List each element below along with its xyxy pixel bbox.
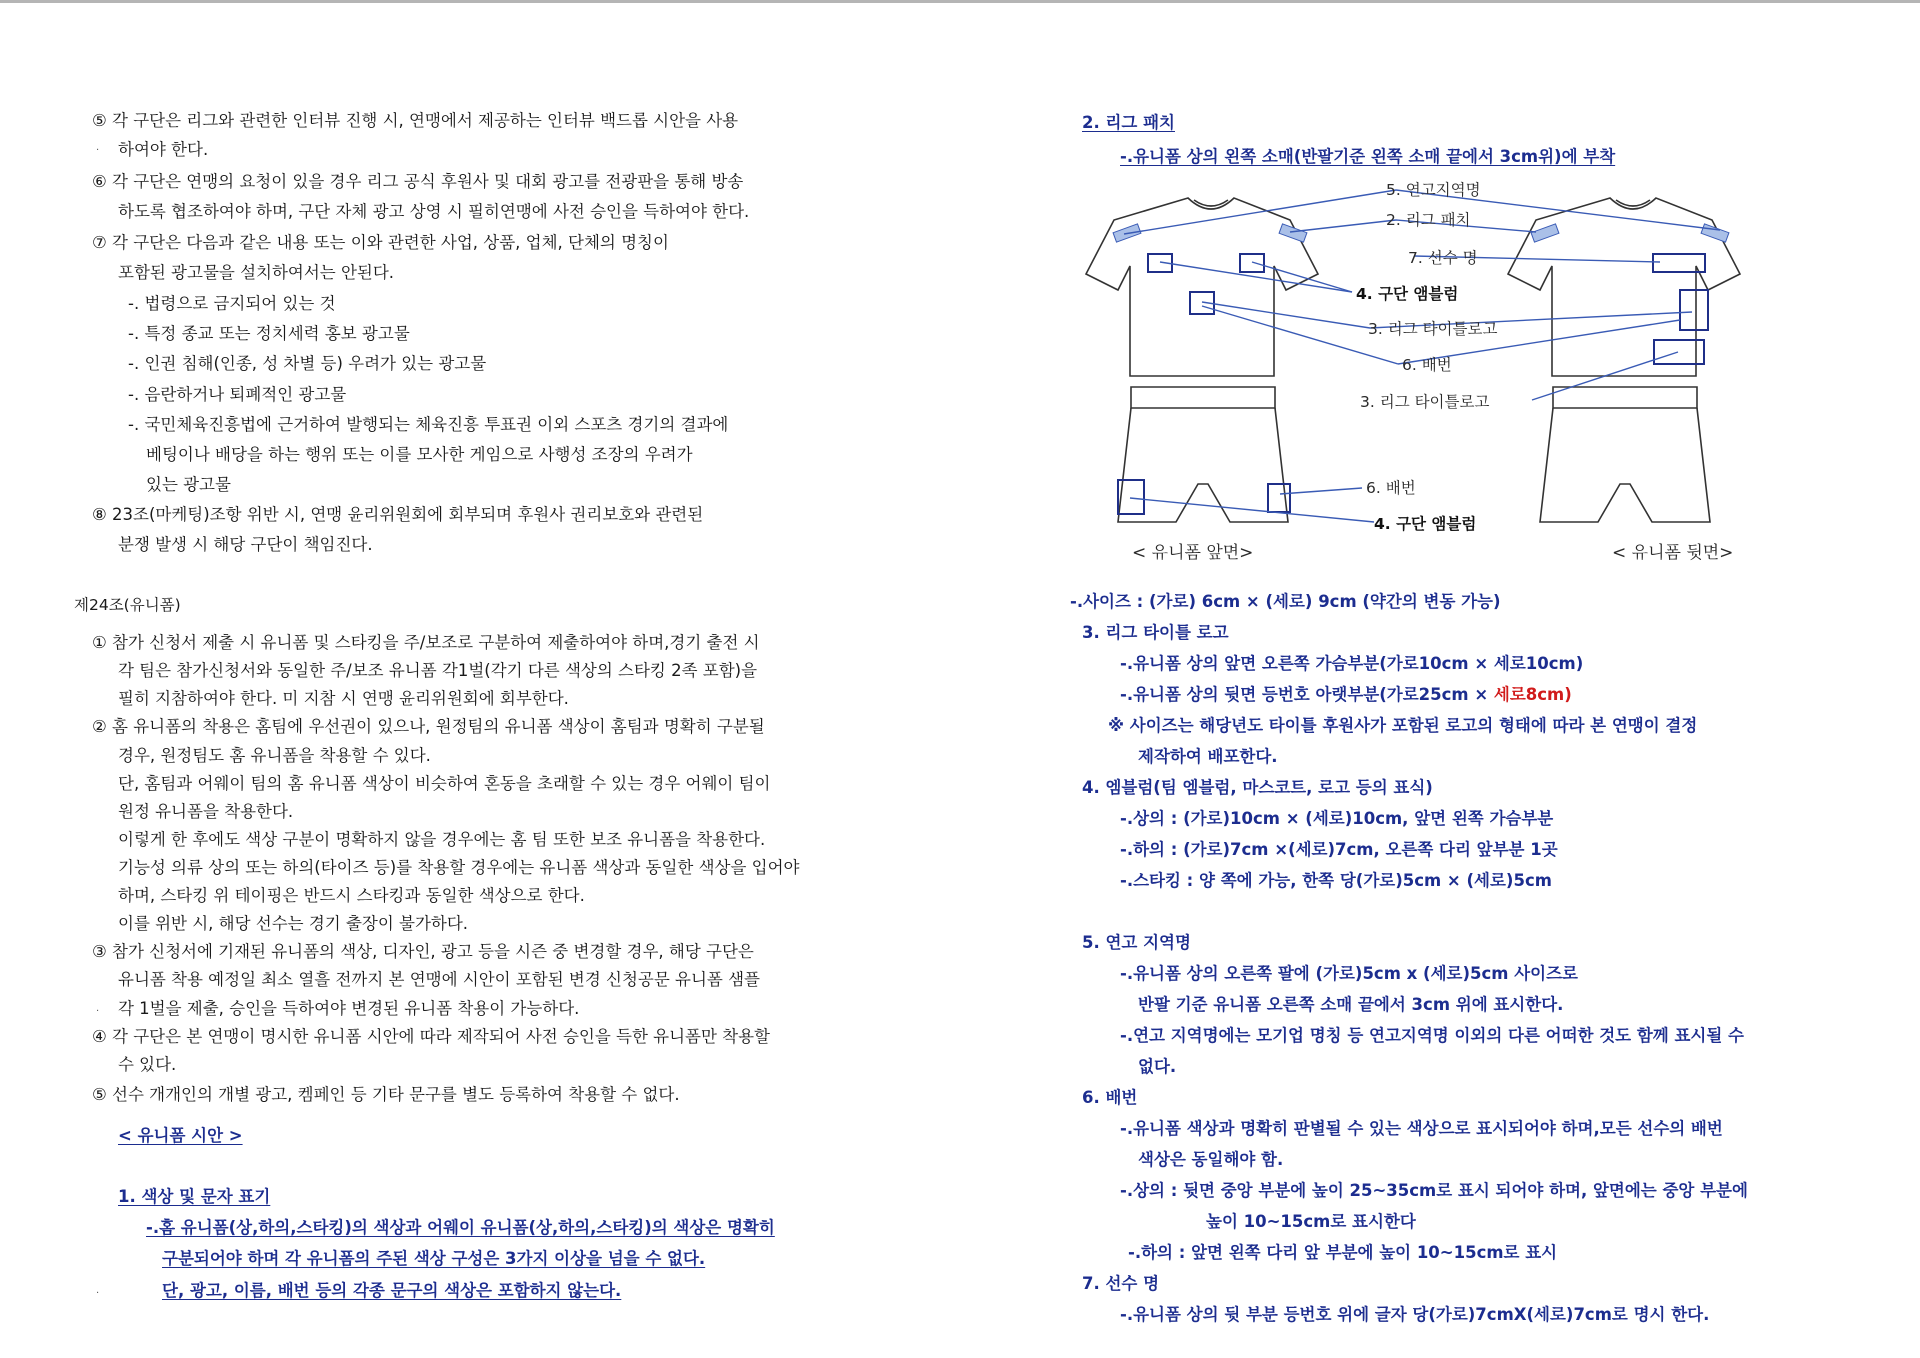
text-line: ⑤ 선수 개개인의 개별 광고, 켐페인 등 기타 문구를 별도 등록하여 착용할 수 없다.: [92, 1085, 680, 1104]
text-line: 이를 위반 시, 해당 선수는 경기 출장이 불가하다.: [118, 914, 469, 933]
text-line: -. 특정 종교 또는 정치세력 홍보 광고물: [128, 324, 410, 343]
text-line: 없다.: [1138, 1057, 1177, 1076]
subsection-heading: 6. 배번: [1082, 1088, 1138, 1107]
text-line: ⑤ 각 구단은 리그와 관련한 인터뷰 진행 시, 연맹에서 제공하는 인터뷰 백드롭 시안을 사용: [92, 111, 739, 130]
text-line: -.하의 : (가로)7cm ×(세로)7cm, 오른쪽 다리 앞부분 1곳: [1120, 840, 1558, 859]
text-line: ③ 참가 신청서에 기재된 유니폼의 색상, 디자인, 광고 등을 시즌 중 변경할 경우, 해당 구단은: [92, 942, 754, 961]
text-segment: -.유니폼 상의 뒷면 등번호 아랫부분(가로25cm ×: [1120, 685, 1494, 704]
text-line: 이렇게 한 후에도 색상 구분이 명확하지 않을 경우에는 홈 팀 또한 보조 유니폼을 착용한다.: [118, 830, 766, 849]
bullet-dot: .: [96, 1285, 100, 1296]
text-line: 기능성 의류 상의 또는 하의(타이즈 등)를 착용할 경우에는 유니폼 색상과 동일한 색상을 입어야: [118, 858, 800, 877]
subsection-heading: 7. 선수 명: [1082, 1274, 1160, 1293]
text-line: -.연고 지역명에는 모기업 명칭 등 연고지역명 이외의 다른 어떠한 것도 함께 표시될 수: [1120, 1026, 1744, 1045]
diagram-label: 3. 리그 타이틀로고: [1360, 393, 1490, 411]
text-line: ⑥ 각 구단은 연맹의 요청이 있을 경우 리그 공식 후원사 및 대회 광고를 전광판을 통해 방송: [92, 172, 744, 191]
text-line: -.유니폼 상의 오른쪽 팔에 (가로)5cm x (세로)5cm 사이즈로: [1120, 964, 1578, 983]
text-line: 단, 광고, 이름, 배번 등의 각종 문구의 색상은 포함하지 않는다.: [162, 1281, 622, 1300]
text-line: ⑦ 각 구단은 다음과 같은 내용 또는 이와 관련한 사업, 상품, 업체, 단체의 명칭이: [92, 233, 669, 252]
text-line: -.스타킹 : 양 쪽에 가능, 한쪽 당(가로)5cm × (세로)5cm: [1120, 871, 1552, 890]
text-line: 포함된 광고물을 설치하여서는 안된다.: [118, 263, 395, 282]
diagram-label: 6. 배번: [1402, 356, 1452, 374]
diagram-label: 7. 선수 명: [1408, 249, 1478, 267]
back-caption: < 유니폼 뒷면>: [1612, 543, 1734, 563]
text-line: 유니폼 착용 예정일 최소 열흘 전까지 본 연맹에 시안이 포함된 변경 신청공문 유니폼 샘플: [118, 970, 760, 989]
bullet-dot: .: [96, 1003, 100, 1014]
text-line: -. 법령으로 금지되어 있는 것: [128, 294, 336, 313]
text-line: 반팔 기준 유니폼 오른쪽 소매 끝에서 3cm 위에 표시한다.: [1138, 995, 1564, 1014]
subsection-heading: 5. 연고 지역명: [1082, 933, 1191, 952]
text-line: 경우, 원정팀도 홈 유니폼을 착용할 수 있다.: [118, 746, 431, 765]
diagram-label: 2. 리그 패치: [1386, 211, 1471, 229]
text-line: -.상의 : (가로)10cm × (세로)10cm, 앞면 왼쪽 가슴부분: [1120, 809, 1554, 828]
text-line: 각 팀은 참가신청서와 동일한 주/보조 유니폼 각1벌(각기 다른 색상의 스타킹 2족 포함)을: [118, 661, 758, 680]
diagram-label: 6. 배번: [1366, 479, 1416, 497]
text-line: -.유니폼 상의 뒷 부분 등번호 위에 글자 당(가로)7cmX(세로)7cm로 명시 한다.: [1120, 1305, 1710, 1324]
text-line: 하여야 한다.: [118, 140, 209, 159]
text-line: -.상의 : 뒷면 중앙 부분에 높이 25~35cm로 표시 되어야 하며, 앞면에는 중앙 부분에: [1120, 1181, 1748, 1200]
text-line: ② 홈 유니폼의 착용은 홈팀에 우선권이 있으나, 원정팀의 유니폼 색상이 홈팀과 명확히 구분될: [92, 717, 765, 736]
text-line: 단, 홈팀과 어웨이 팀의 홈 유니폼 색상이 비슷하여 혼동을 초래할 수 있는 경우 어웨이 팀이: [118, 774, 771, 793]
subsection-heading: 3. 리그 타이틀 로고: [1082, 623, 1229, 642]
text-line: 있는 광고물: [146, 475, 231, 494]
text-line: 하도록 협조하여야 하며, 구단 자체 광고 상영 시 필히연맹에 사전 승인을 득하여야 한다.: [118, 202, 750, 221]
text-line: ※ 사이즈는 해당년도 타이틀 후원사가 포함된 로고의 형태에 따라 본 연맹이 결정: [1108, 716, 1698, 735]
text-line: -.사이즈 : (가로) 6cm × (세로) 9cm (약간의 변동 가능): [1070, 592, 1501, 611]
red-highlight: 세로8cm): [1493, 685, 1572, 704]
text-line: -.유니폼 상의 왼쪽 소매(반팔기준 왼쪽 소매 끝에서 3cm위)에 부착: [1120, 147, 1616, 166]
text-line: 높이 10~15cm로 표시한다: [1206, 1212, 1416, 1231]
text-line: 베팅이나 배당을 하는 행위 또는 이를 모사한 게임으로 사행성 조장의 우려가: [146, 445, 693, 464]
text-line: -.유니폼 상의 앞면 오른쪽 가슴부분(가로10cm × 세로10cm): [1120, 654, 1584, 673]
text-line: [1120, 684, 1572, 706]
text-line: 원정 유니폼을 착용한다.: [118, 802, 294, 821]
text-line: 각 1벌을 제출, 승인을 득하여야 변경된 유니폼 착용이 가능하다.: [118, 999, 580, 1018]
uniform-draft-heading: < 유니폼 시안 >: [118, 1126, 243, 1145]
text-line: 제작하여 배포한다.: [1138, 747, 1278, 766]
text-line: -. 음란하거나 퇴폐적인 광고물: [128, 385, 347, 404]
text-line: ⑧ 23조(마케팅)조항 위반 시, 연맹 윤리위원회에 회부되며 후원사 권리보호와 관련된: [92, 505, 704, 524]
subsection-heading: 2. 리그 패치: [1082, 113, 1175, 132]
text-line: 수 있다.: [118, 1055, 177, 1074]
text-line: 색상은 동일해야 함.: [1138, 1150, 1284, 1169]
text-line: -. 국민체육진흥법에 근거하여 발행되는 체육진흥 투표권 이외 스포츠 경기의 결과에: [128, 415, 729, 434]
text-line: ④ 각 구단은 본 연맹이 명시한 유니폼 시안에 따라 제작되어 사전 승인을 득한 유니폼만 착용할: [92, 1027, 770, 1046]
text-line: 구분되어야 하며 각 유니폼의 주된 색상 구성은 3가지 이상을 넘을 수 없다.: [162, 1249, 706, 1268]
bullet-dot: .: [96, 142, 100, 153]
text-line: 하며, 스타킹 위 테이핑은 반드시 스타킹과 동일한 색상으로 한다.: [118, 886, 585, 905]
diagram-label: 3. 리그 타이틀로고: [1368, 320, 1498, 338]
uniform-diagram: [1068, 172, 1848, 572]
text-line: -. 인권 침해(인종, 성 차별 등) 우려가 있는 광고물: [128, 354, 487, 373]
subsection-heading: 1. 색상 및 문자 표기: [118, 1187, 271, 1206]
text-line: -.하의 : 앞면 왼쪽 다리 앞 부분에 높이 10~15cm로 표시: [1128, 1243, 1558, 1262]
text-line: 필히 지참하여야 한다. 미 지참 시 연맹 윤리위원회에 회부한다.: [118, 689, 569, 708]
subsection-heading: 4. 엠블럼(팀 엠블럼, 마스코트, 로고 등의 표식): [1082, 778, 1433, 797]
text-line: -.유니폼 색상과 명확히 판별될 수 있는 색상으로 표시되어야 하며,모든 선수의 배번: [1120, 1119, 1723, 1138]
diagram-label: 4. 구단 앰블럼: [1356, 285, 1459, 303]
diagram-label: 5. 연고지역명: [1386, 181, 1481, 199]
text-line: 분쟁 발생 시 해당 구단이 책임진다.: [118, 535, 373, 554]
text-line: -.홈 유니폼(상,하의,스타킹)의 색상과 어웨이 유니폼(상,하의,스타킹)의 색상은 명확히: [146, 1218, 775, 1237]
front-caption: < 유니폼 앞면>: [1132, 543, 1254, 563]
diagram-label: 4. 구단 앰블럼: [1374, 515, 1477, 533]
top-border: [0, 0, 1920, 3]
section-heading: 제24조(유니폼): [74, 596, 181, 614]
text-line: ① 참가 신청서 제출 시 유니폼 및 스타킹을 주/보조로 구분하여 제출하여야 하며,경기 출전 시: [92, 633, 760, 652]
